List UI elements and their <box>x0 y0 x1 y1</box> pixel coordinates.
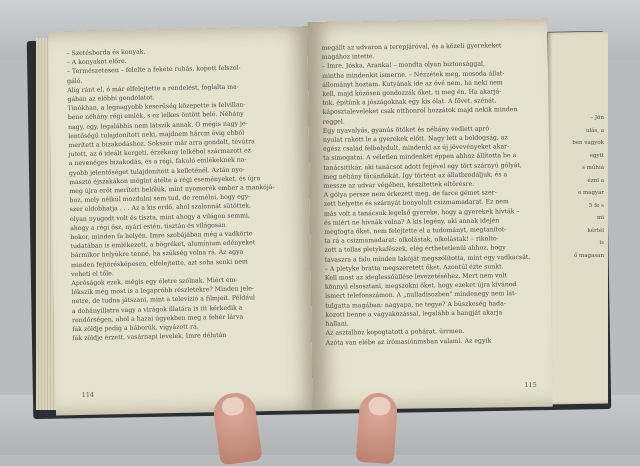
text-line: jutott, az ő ideált kergeti, érzékeny lelkébol származott ez <box>68 147 251 159</box>
text-line: zett helyette és szárnyát bonyolult csizmamadarat. Ez nem <box>323 198 509 209</box>
text-line: tudatában is emlékezett, a bögréket, alumínium edényeket <box>70 239 256 251</box>
text-line: Apróságok ezek, mégis egy életre szólnak. Miért em- <box>71 276 238 288</box>
text-line: szer eldobhatja . . . Az a kis erdő, ahol szalonnát sütöttek, <box>69 202 252 214</box>
text-line: nagy, egy, legalábbis nem látszik annak. Ó mégis nagy je- <box>67 120 248 131</box>
fragment-line: s műhiá <box>582 165 604 171</box>
text-line: – Szetésborda és konyak. <box>66 48 146 58</box>
right-page-number: 115 <box>524 380 537 390</box>
text-line: más volt a tanácsuk legelső gyereke, hogy a gyerekek hívták – <box>323 207 520 218</box>
fragment-line: ő magasan <box>574 252 604 259</box>
left-page <box>48 26 320 415</box>
fragment-line: ézni a <box>587 177 604 184</box>
text-line: – Természetesen – felelte a fekete ruhás, kopott felszol- <box>66 64 241 76</box>
text-line: Egy nyavalyás, gyanús ötöket és néhány vedlett apró <box>322 125 490 135</box>
text-line: kozott benne a vágyakozással, legalább a hangját akarja <box>325 309 503 319</box>
fragment-line: egytt <box>589 152 604 159</box>
text-line: állományt hoztam. Kutyának ide az övé nem, ha neki nem <box>322 79 503 89</box>
text-line: rendőrségen, ahol a hazai ügyekben meg a fehér lárva <box>72 313 244 325</box>
text-line: olyan nyugodt volt és tiszta, mint ahogy a világon semmi, <box>69 212 250 223</box>
text-line: netre, de tudna játszani, mint a televízió a filmjeit. Például <box>71 294 256 306</box>
text-line: a dohányillatra vagy a virágok illatára is itt kérkedik a <box>71 304 243 315</box>
text-line: hallani. <box>325 320 349 328</box>
text-line: bokor, minden fa helyén. Imre szobájában még a vadkörte <box>70 230 253 242</box>
text-line: veheti el tőle. <box>71 270 114 279</box>
text-line: fák zöldje pedig a háborúk, vigyázott rá. <box>72 323 199 334</box>
text-line: mintha mindenkit ismerne. – Nézzétek meg, mosoda állat- <box>321 69 505 80</box>
text-line: ta simogatni. A véletlen mindenkét éppen ahhoz állította be a <box>323 152 517 163</box>
text-line: tulgatta magában: nagyapa, ne tegye? A büszkeség hada- <box>325 299 506 310</box>
text-line: kell, majd közösen gondozzák őket, ti meg én. Ha akarjá- <box>322 88 502 98</box>
text-line: tok, építünk a jószágoknak egy kis ólat. A fővet, szénát, <box>322 97 497 108</box>
text-line: a nevenéges bizakodás, és a régi, fakuló emlékeknek na- <box>68 156 247 168</box>
text-line: könnyű elsosztani, megszokni őket, hogy ezeket újra kívánod <box>324 281 517 292</box>
fragment-line: – Jön <box>590 115 604 121</box>
right-page-text <box>322 41 536 348</box>
text-line: masztó éjszakákon mégint átélte a régi eseményeket, és újra <box>69 175 261 187</box>
text-line: gáló. <box>67 77 83 85</box>
text-line: megfogta őket, nem felejtette el a tudományt, megtanítot- <box>324 226 507 236</box>
text-line: Az asztalhoz kopogtatott a pohárat, ürrmen. <box>325 328 465 338</box>
text-line: tavaszra a falu minden lakóját megszólította, mint egy vadkacsát. <box>324 253 531 264</box>
text-line: reggel. <box>322 118 345 126</box>
text-line: – A konyakot előre. <box>66 58 127 67</box>
next-page-fragment <box>556 112 604 262</box>
text-line: A gólya persze nem érkezett meg, de farce gémet szer- <box>323 189 497 200</box>
thumb-nail <box>221 396 245 417</box>
text-line: bármikor helyükre tenné, ha szükség volna rá. Az agya <box>70 249 244 260</box>
text-line: meg néhány fácánfiókát. Így történt az állatbrodáljuk, és a <box>323 171 508 181</box>
text-line: gában az előbbi gondolatot. <box>67 94 155 104</box>
text-line: hoz, mely nélkül mozdulni sem tud, de remélni, hogy egy- <box>69 193 251 205</box>
text-line: Kell most az ideglessőüllése levezetéséhez. Mert nem volt <box>324 272 507 282</box>
text-line: megállt az udvaron a terepjáróval, és a közeli gyerekeket <box>321 42 502 52</box>
text-line: bene néhány régi emlék, s ez lelkes öntött belé. Néhány <box>67 110 244 122</box>
text-line: ahogy a régi ősz, nyári estén, tisztán és világosan <box>70 221 226 233</box>
text-line: egész család felbolydult, mindenki az új jövevényeket akar- <box>323 143 510 154</box>
fragment-line: mi <box>597 215 604 221</box>
text-line: messze az udvar végében, készítettek eltörésre. <box>323 180 475 190</box>
text-line: fák zöldje érzett, vasárnapi levelek, Imre délután <box>72 332 227 343</box>
text-line: nyulat rakott le a gyerekek előtt. Nagy lett a boldogság, az <box>322 134 508 144</box>
text-line: káposztaleveleket csak otthonról hozzátok majd nekik minden <box>322 106 518 117</box>
text-line: zott a tollas pletykafészek, elég érthetetlenül ahhoz, hogy <box>324 244 506 255</box>
text-line: meg újra erőt merített belőlük, mint nyomorék ember a mankójá- <box>69 183 275 196</box>
fragment-line: kértél <box>587 227 604 234</box>
text-line: Alig ránt el, ó már elfelejtette a rendelést, foglalta ma- <box>67 83 239 94</box>
text-line: Tinókhan, a legnagyobb keserűség közepette is felvillan- <box>67 101 246 113</box>
fragment-line: ulás, a <box>585 127 604 134</box>
text-line: ismert telefonszámon. A „nulladisozben" mindenegy nem lát- <box>325 290 517 301</box>
open-book <box>24 22 614 422</box>
left-page-number: 114 <box>81 390 95 399</box>
text-line: ta rá a csizmamadarat: olkolástak, olkolástak! – rikolto- <box>324 235 499 246</box>
text-line: Azóta van elébe az írómasíónmsban valami. Az egyik <box>325 336 492 347</box>
fragment-line: e magyar <box>577 190 604 196</box>
thumb-nail <box>368 396 391 415</box>
right-page <box>307 19 552 410</box>
fragment-line: 5 fe s <box>588 202 604 209</box>
text-line: lentőségű tulajdonított neki, majdnem hárcm évig ebből <box>68 129 245 140</box>
left-page-text <box>66 44 298 343</box>
right-thumb <box>356 392 399 464</box>
text-line: gyobb jelentőséget tulajdonított a kelleténél. Aztán nyo- <box>68 166 245 177</box>
fragment-line: ben vagyok <box>572 140 604 146</box>
text-line: magához intette. <box>321 53 375 62</box>
text-line: – Imre, Jóska, Aranka! – mondta olyan biztonsággal, <box>321 60 486 71</box>
text-line: tanácsittkár, aki tanácsot adott fejjével egy tört szárnyú gólyát, <box>323 161 522 172</box>
text-line: lékszik még most is a legapróbb részletekre? Minden jele- <box>71 285 255 297</box>
fragment-line: is <box>599 240 604 246</box>
text-line: – A pletyke bratta megszeretett őket. Azontúl ézte sunkt. <box>324 263 504 273</box>
text-line: merített a bizakodáshoz. Sokszor már arra gondolt, tévútra <box>68 138 255 150</box>
text-line: és miért ne hívnák volna? A kis legény, aki annak idején <box>324 217 500 227</box>
text-line: minden fejtörésképesen, elfelejtette, azt soha senki nem <box>70 258 248 269</box>
